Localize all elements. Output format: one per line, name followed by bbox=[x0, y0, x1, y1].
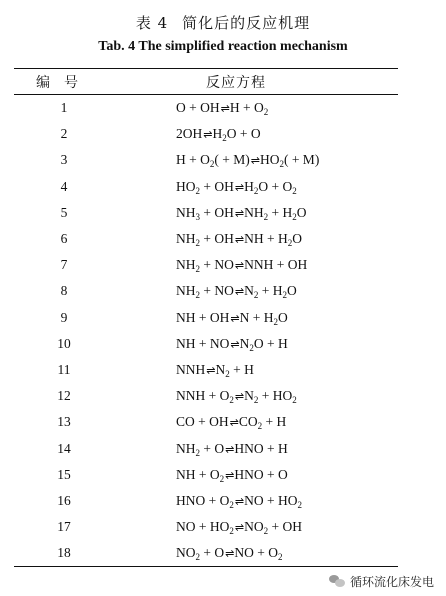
table-row bbox=[14, 226, 398, 252]
reaction-number: 13 bbox=[57, 414, 71, 430]
reaction-number: 5 bbox=[60, 204, 68, 220]
reversible-arrow-icon: ⇌ bbox=[230, 312, 239, 325]
table-title-en: Tab. 4 The simplified reaction mechanism bbox=[98, 39, 348, 54]
reaction-number: 4 bbox=[60, 178, 68, 194]
table-row bbox=[14, 121, 398, 147]
reaction-number: 1 bbox=[60, 100, 68, 116]
reaction-number: 2 bbox=[60, 126, 68, 142]
reaction-equation: NH + $NO\rightleftharpoons N_2O + H$ bbox=[176, 335, 288, 353]
reaction-number: 14 bbox=[57, 440, 71, 456]
reaction-number: 9 bbox=[60, 309, 68, 325]
reversible-arrow-icon: ⇌ bbox=[203, 129, 212, 142]
reversible-arrow-icon: ⇌ bbox=[250, 155, 259, 168]
table-row bbox=[14, 462, 398, 488]
table-row bbox=[14, 174, 398, 200]
reversible-arrow-icon: ⇌ bbox=[225, 548, 234, 561]
reversible-arrow-icon: ⇌ bbox=[225, 443, 234, 456]
reversible-arrow-icon: ⇌ bbox=[220, 103, 229, 116]
reaction-equation: $NO_2$ + O⇌NO + $O_2$ bbox=[176, 545, 283, 563]
table-row bbox=[14, 435, 398, 461]
reaction-equation: NH + $O_2\rightleftharpoons HNO + O$ bbox=[176, 466, 288, 484]
table-row bbox=[14, 278, 398, 304]
reaction-number: 7 bbox=[60, 257, 68, 273]
reaction-equation: $NH_2$ + NO⇌NNH + OH bbox=[176, 257, 308, 275]
reversible-arrow-icon: ⇌ bbox=[229, 417, 238, 430]
reaction-table bbox=[14, 68, 398, 567]
table-row bbox=[14, 200, 398, 226]
reversible-arrow-icon: ⇌ bbox=[230, 338, 239, 351]
table-row bbox=[14, 305, 398, 331]
reaction-number: 17 bbox=[57, 519, 71, 535]
reaction-equation: $NH_3$ + $OH\rightleftharpoons NH_2 + H_2O$ bbox=[176, 204, 307, 222]
reaction-equation: $NNH\rightleftharpoons N_2 + H$ bbox=[176, 361, 254, 379]
reversible-arrow-icon: ⇌ bbox=[234, 522, 244, 535]
reaction-number: 10 bbox=[57, 335, 71, 351]
reversible-arrow-icon: ⇌ bbox=[234, 260, 244, 273]
reversible-arrow-icon: ⇌ bbox=[234, 495, 244, 508]
reversible-arrow-icon: ⇌ bbox=[225, 469, 234, 482]
table-row bbox=[14, 95, 398, 121]
reaction-equation: $NH_2$ + $NO\rightleftharpoons N_2 + H_2O$ bbox=[176, 283, 297, 301]
reaction-number: 11 bbox=[57, 361, 71, 377]
reaction-number: 15 bbox=[57, 466, 71, 482]
reaction-number: 8 bbox=[60, 283, 68, 299]
reaction-number: 6 bbox=[60, 231, 68, 247]
header-equation: 反应方程 bbox=[206, 74, 266, 91]
table-row bbox=[14, 540, 398, 566]
wechat-icon bbox=[329, 575, 345, 588]
reaction-equation: CO + $OH\rightleftharpoons CO_2 + H$ bbox=[176, 414, 287, 432]
reversible-arrow-icon: ⇌ bbox=[234, 234, 244, 247]
table-row bbox=[14, 147, 398, 173]
table-title-text: 简化后的反应机理 bbox=[182, 14, 311, 32]
reversible-arrow-icon: ⇌ bbox=[234, 207, 244, 220]
reaction-number: 16 bbox=[57, 492, 71, 508]
table-row bbox=[14, 488, 398, 514]
reaction-equation: O + OH⇌H + $O_2$ bbox=[176, 100, 269, 118]
reaction-number: 3 bbox=[60, 152, 68, 168]
reversible-arrow-icon: ⇌ bbox=[234, 391, 244, 404]
table-row bbox=[14, 514, 398, 540]
reaction-equation: $NH_2$ + O⇌HNO + H bbox=[176, 440, 288, 458]
table-body bbox=[14, 95, 398, 566]
reaction-equation: NNH + $O_2\rightleftharpoons N_2 + HO_2$ bbox=[176, 388, 297, 406]
reaction-equation: NH + OH⇌N + $H_2O$ bbox=[176, 309, 288, 327]
table-number: 表 4 bbox=[135, 14, 169, 32]
reversible-arrow-icon: ⇌ bbox=[234, 181, 244, 194]
reaction-equation: $2OH\rightleftharpoons H_2O + O$ bbox=[176, 126, 261, 144]
watermark-text: 循环流化床发电 bbox=[349, 575, 434, 589]
reaction-number: 18 bbox=[57, 545, 71, 561]
reaction-equation: $HO_2$ + $OH\rightleftharpoons H_2O + O_2$ bbox=[176, 178, 297, 196]
table-row bbox=[14, 331, 398, 357]
table-row bbox=[14, 383, 398, 409]
table-header bbox=[14, 69, 398, 95]
reaction-equation: NO + $HO_2\rightleftharpoons NO_2$ + OH bbox=[176, 519, 302, 537]
table-row bbox=[14, 357, 398, 383]
table-row bbox=[14, 252, 398, 278]
table-row bbox=[14, 409, 398, 435]
reaction-equation: $H + O_2$( + $M)\rightleftharpoons HO_2( + M)$ bbox=[176, 152, 320, 170]
table-title-cn bbox=[0, 12, 446, 33]
reversible-arrow-icon: ⇌ bbox=[234, 286, 244, 299]
header-number: 编号 bbox=[36, 74, 92, 91]
reaction-equation: $NH_2$ + OH⇌NH + $H_2O$ bbox=[176, 231, 302, 249]
watermark bbox=[329, 573, 434, 590]
reversible-arrow-icon: ⇌ bbox=[206, 364, 215, 377]
reaction-equation: HNO + $O_2\rightleftharpoons NO + HO_2$ bbox=[176, 492, 302, 510]
reaction-number: 12 bbox=[57, 388, 71, 404]
